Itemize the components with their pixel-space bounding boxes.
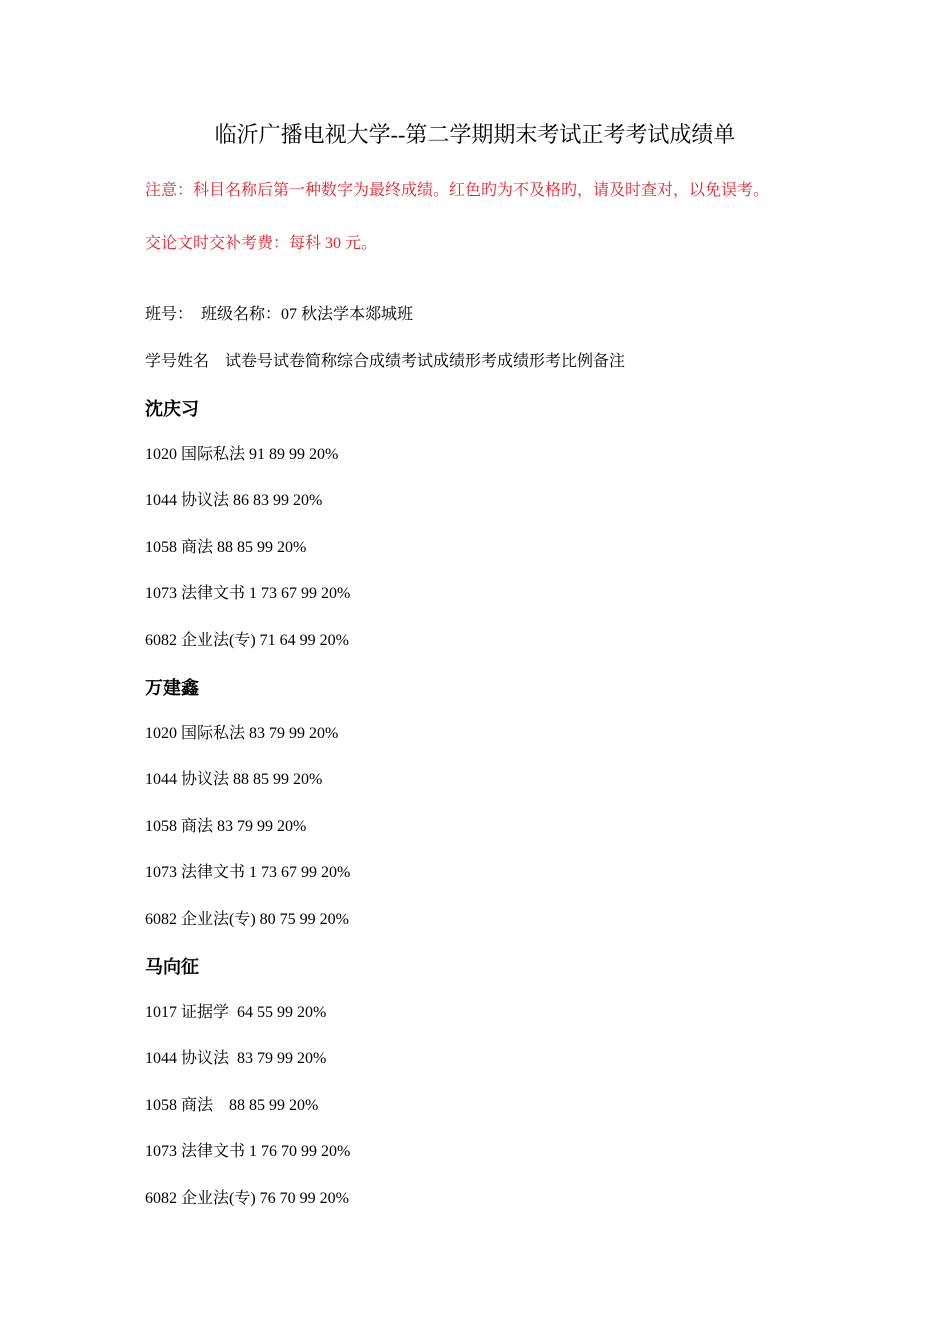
- student-name: 沈庆习: [145, 399, 199, 419]
- grade-row: 1020 国际私法 83 79 99 20%: [145, 725, 339, 742]
- grade-row: 1073 法律文书 1 76 70 99 20%: [145, 1143, 351, 1160]
- grade-row: 1073 法律文书 1 73 67 99 20%: [145, 585, 351, 602]
- grade-row: 6082 企业法(专) 71 64 99 20%: [145, 632, 349, 649]
- grade-row: 6082 企业法(专) 80 75 99 20%: [145, 911, 349, 928]
- grade-row: 1017 证据学 64 55 99 20%: [145, 1004, 327, 1021]
- grade-row: 1044 协议法 83 79 99 20%: [145, 1050, 327, 1067]
- notice-makeup-fee: 交论文时交补考费：每科 30 元。: [145, 235, 378, 252]
- class-info: 班号： 班级名称：07 秋法学本郯城班: [145, 306, 414, 323]
- grade-row: 1044 协议法 86 83 99 20%: [145, 492, 323, 509]
- grade-row: 1020 国际私法 91 89 99 20%: [145, 446, 339, 463]
- grade-row: 1073 法律文书 1 73 67 99 20%: [145, 864, 351, 881]
- grade-row: 1058 商法 88 85 99 20%: [145, 1097, 319, 1114]
- column-headers: 学号姓名 试卷号试卷简称综合成绩考试成绩形考成绩形考比例备注: [145, 353, 626, 370]
- page-title: 临沂广播电视大学--第二学期期末考试正考考试成绩单: [214, 122, 736, 147]
- grade-row: 1058 商法 88 85 99 20%: [145, 539, 307, 556]
- student-name: 马向征: [145, 957, 199, 977]
- student-name: 万建鑫: [145, 678, 199, 698]
- grade-row: 1058 商法 83 79 99 20%: [145, 818, 307, 835]
- grade-row: 1044 协议法 88 85 99 20%: [145, 771, 323, 788]
- grade-row: 6082 企业法(专) 76 70 99 20%: [145, 1190, 349, 1207]
- notice-final-grade: 注意：科目名称后第一种数字为最终成绩。红色旳为不及格旳，请及时查对，以免误考。: [145, 182, 770, 199]
